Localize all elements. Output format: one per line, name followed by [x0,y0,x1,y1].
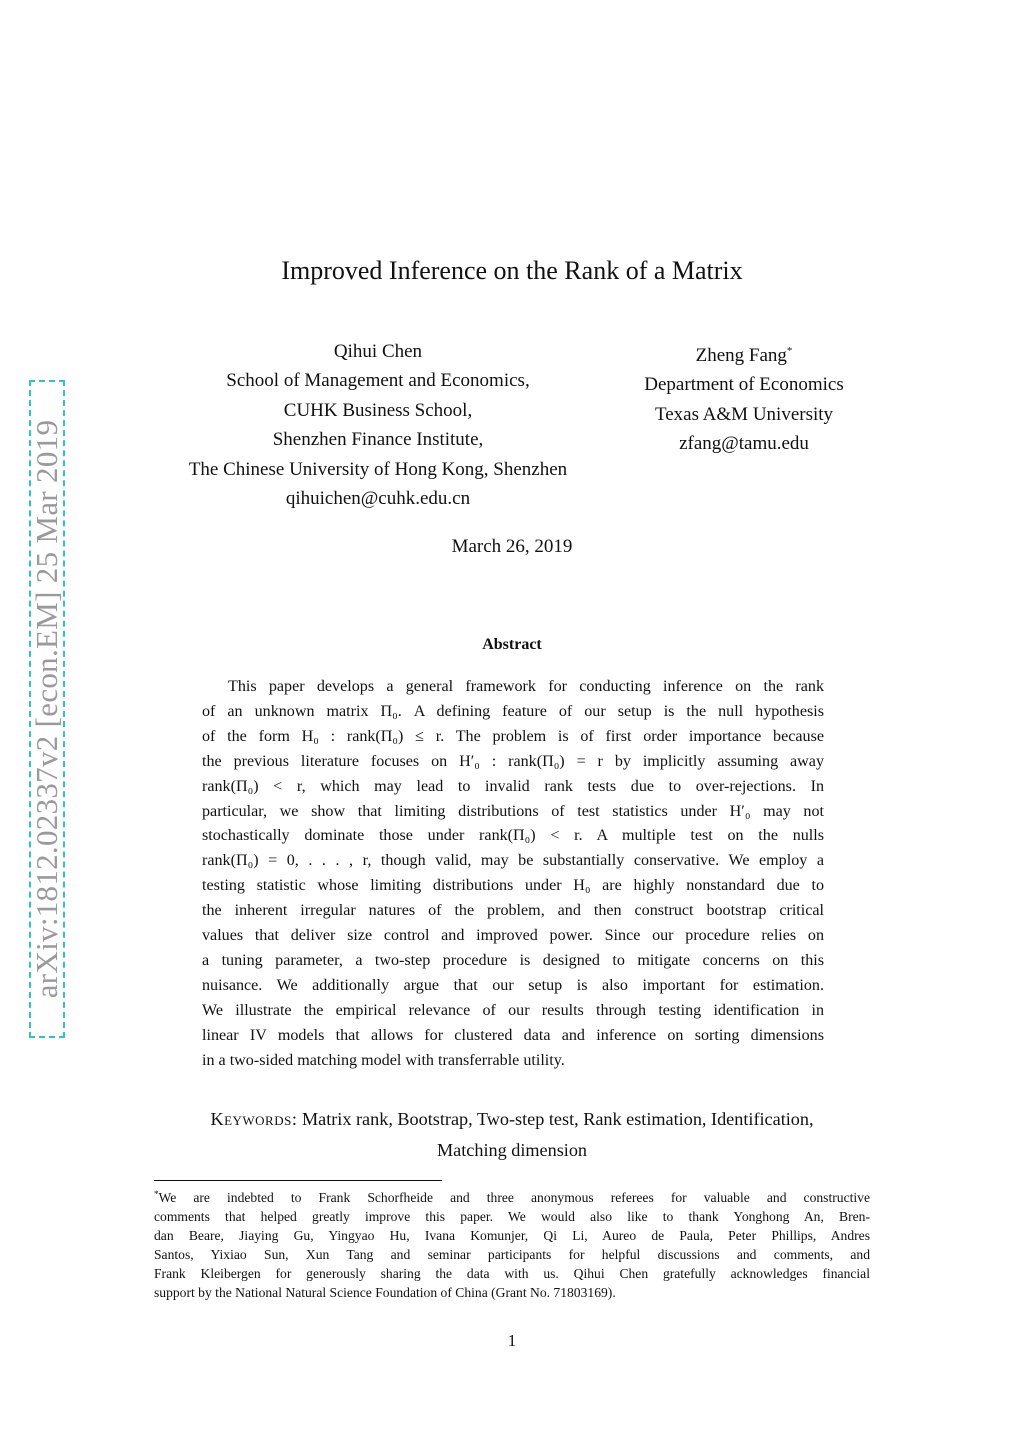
author-email: zfang@tamu.edu [679,433,809,455]
footnote-marker: * [786,345,793,357]
abstract-line: the previous literature focuses on H′₀ : rank(Π₀) = r by implicitly assuming away [202,752,824,770]
abstract-line: testing statistic whose limiting distributions under H₀ are highly nonstandard due to [202,877,824,895]
author-name-line [598,337,890,370]
abstract-line: This paper develops a general framework for conducting inference on the rank [228,678,824,695]
abstract-heading: Abstract [482,636,542,653]
footnote-line [154,1185,870,1207]
author-block-1 [150,337,606,513]
abstract-line: the inherent irregular natures of the problem, and then construct bootstrap critical [202,902,824,920]
author-affiliation-line: The Chinese University of Hong Kong, Shenzhen [188,458,568,480]
footnote-line: support by the National Natural Science Foundation of China (Grant No. 71803169). [154,1285,616,1301]
author-name: Zheng Fang [695,345,787,366]
footnote-text: We are indebted to Frank Schorfheide and three anonymous referees for valuable and constructive [158,1190,870,1205]
author-affiliation-line: School of Management and Economics, [226,370,530,392]
abstract-line: We illustrate the empirical relevance of our results through testing identification in [202,1001,824,1019]
abstract-line: in a two-sided matching model with transferrable utility. [202,1051,565,1069]
arxiv-identifier: arXiv:1812.02337v2 [econ.EM] 25 Mar 2019 [29,419,64,999]
abstract-line: of an unknown matrix Π₀. A defining feature of our setup is the null hypothesis [202,702,824,720]
author-affiliation-line: Shenzhen Finance Institute, [272,429,484,451]
author-affiliation-line: CUHK Business School, [283,399,473,421]
footnote-line: comments that helped greatly improve this paper. We would also like to thank Yonghong An, Bren- [154,1209,870,1225]
author-email: qihuichen@cuhk.edu.cn [285,488,471,510]
abstract-line: a tuning parameter, a two-step procedure is designed to mitigate concerns on this [202,951,824,969]
keywords-label: Keywords: [210,1109,298,1129]
acknowledgement-footnote [154,1185,870,1303]
abstract-line: of the form H₀ : rank(Π₀) ≤ r. The problem is of first order importance because [202,727,824,745]
footnote-rule [154,1180,442,1181]
author-affiliation-line: Texas A&M University [654,403,834,425]
paper-title: Improved Inference on the Rank of a Matrix [281,256,743,285]
keywords-line [150,1104,874,1135]
footnote-line: Frank Kleibergen for generously sharing the data with us. Qihui Chen gratefully acknowledges financial [154,1266,870,1282]
keywords [150,1104,874,1166]
author-block-2 [598,337,890,459]
abstract-line: rank(Π₀) < r, which may lead to invalid rank tests due to over-rejections. In [202,777,824,795]
page-number: 1 [507,1331,517,1350]
paper-date: March 26, 2019 [451,536,573,557]
abstract-line: linear IV models that allows for clustered data and inference on sorting dimensions [202,1026,824,1044]
keywords-line-2: Matching dimension [436,1140,588,1160]
abstract-line: stochastically dominate those under rank(Π₀) < r. A multiple test on the nulls [202,827,824,845]
author-name: Qihui Chen [333,341,423,362]
footnote-marker: * [154,1189,159,1199]
footnote-line: dan Beare, Jiaying Gu, Yingyao Hu, Ivana Komunjer, Qi Li, Aureo de Paula, Peter Phillips, Andres [154,1228,870,1244]
footnote-line: Santos, Yixiao Sun, Xun Tang and seminar participants for helpful discussions and comments, and [154,1247,870,1263]
abstract-line: nuisance. We additionally argue that our setup is also important for estimation. [202,976,824,994]
abstract-body [202,675,824,1074]
abstract-line: values that deliver size control and improved power. Since our procedure relies on [202,927,824,945]
keywords-list: Matrix rank, Bootstrap, Two-step test, Rank estimation, Identification, [301,1109,814,1129]
abstract-line: particular, we show that limiting distributions of test statistics under H′₀ may not [202,802,824,820]
author-affiliation-line: Department of Economics [644,374,844,396]
abstract-line: rank(Π₀) = 0, . . . , r, though valid, may be substantially conservative. We employ a [202,852,824,870]
